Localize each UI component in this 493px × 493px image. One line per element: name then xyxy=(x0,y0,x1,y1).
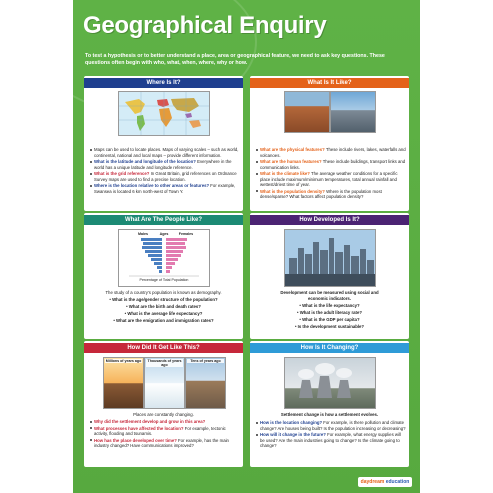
card-heading: How Is It Changing? xyxy=(300,345,359,351)
developed-questions xyxy=(256,303,403,331)
where-bullets xyxy=(90,147,240,195)
poster xyxy=(73,0,420,493)
list-item: What are the physical features? These include rivers, lakes, waterfalls and volcanoes. xyxy=(256,147,406,158)
pyramid-axis-label: Percentage of Total Population xyxy=(139,278,189,282)
list-item: • What is the average life expectancy? xyxy=(124,311,203,316)
glacier-image xyxy=(144,357,185,409)
list-item: Where is the location relative to other areas or features? For example, Swansea is located 6 km north-west of Town Y. xyxy=(90,183,240,194)
list-item: • What are the emigration and immigration rates? xyxy=(113,318,214,323)
list-item: • Is the development sustainable? xyxy=(294,324,365,329)
skyline-photo xyxy=(284,229,376,287)
population-pyramid xyxy=(118,229,210,287)
card-changing xyxy=(250,341,409,467)
image-label: Thousands of years ago xyxy=(147,359,182,367)
card-what-is-it-like xyxy=(250,76,409,211)
list-item: What are the human features? These include buildings, transport links and communication links. xyxy=(256,159,406,170)
list-item: • What is the life expectancy? xyxy=(299,303,360,308)
page-title: Geographical Enquiry xyxy=(83,12,327,39)
volcano-image xyxy=(103,357,144,409)
card-got-like-this xyxy=(84,341,243,467)
people-lead: The study of a country's population is known as demography. xyxy=(105,290,222,295)
pyramid-males-label: Males xyxy=(138,232,148,236)
list-item: • What is the GDP per capita? xyxy=(299,317,360,322)
changing-bullets xyxy=(256,420,406,450)
what-like-bullets xyxy=(256,147,406,201)
card-heading-bar xyxy=(84,215,243,225)
city-photo xyxy=(330,91,376,133)
card-heading-bar xyxy=(84,343,243,353)
changing-lead: Settlement change is how a settlement evolves. xyxy=(280,412,379,417)
list-item: What is the population density? Where is the population most dense/sparse? What factors affect population density? xyxy=(256,189,406,200)
world-map-image xyxy=(118,91,210,136)
card-heading: How Did It Get Like This? xyxy=(127,345,200,351)
publisher-logo xyxy=(358,477,412,487)
list-item: What processes have affected the location? For example, tectonic activity, flooding and tsunamis. xyxy=(90,426,240,437)
image-label: Tens of years ago xyxy=(187,359,224,363)
power-station-photo xyxy=(284,357,376,409)
list-item: Why did the settlement develop and grow in this area? xyxy=(90,419,240,425)
list-item: What is the grid reference? In Great Britain, grid references on Ordnance Survey maps are used to find a precise location. xyxy=(90,171,240,182)
card-heading-bar xyxy=(250,215,409,225)
list-item: How will it change in the future? For example, what energy supplies will be used? Are the main industries going to change? Is the climate going to change? xyxy=(256,432,406,449)
card-heading: What Is It Like? xyxy=(307,80,352,86)
pyramid-females-label: Females xyxy=(178,232,194,236)
list-item: Maps can be used to locate places. Maps of varying scales – such as world, continental, national and local maps – provide different information. xyxy=(90,147,240,158)
card-heading-bar xyxy=(250,343,409,353)
town-image xyxy=(185,357,226,409)
card-developed xyxy=(250,213,409,339)
list-item: How has the place developed over time? For example, has the main industry changed? Have communications improved? xyxy=(90,438,240,449)
card-people xyxy=(84,213,243,339)
list-item: • What is the age/gender structure of the population? xyxy=(109,297,218,302)
world-map-icon xyxy=(119,92,209,135)
card-heading: What Are The People Like? xyxy=(124,217,203,223)
got-like-lead: Places are constantly changing. xyxy=(133,412,194,417)
list-item: • What are the birth and death rates? xyxy=(126,304,201,309)
city-skyline-icon xyxy=(285,230,375,286)
card-heading: Where Is It? xyxy=(146,80,181,86)
card-heading-bar xyxy=(84,78,243,88)
list-item: • What is the adult literacy rate? xyxy=(296,310,363,315)
list-item: What is the latitude and longitude of the location? Everywhere in the world has a unique latitude and longitude reference. xyxy=(90,159,240,170)
list-item: What is the climate like? The average weather conditions for a specific place include maximum/minimum temperatures, total annual rainfall and wettest/driest time of year. xyxy=(256,171,406,188)
developed-lead: Development can be measured using social and economic indicators. xyxy=(280,290,379,301)
logo-sub: education xyxy=(385,479,410,485)
canyon-photo xyxy=(284,91,330,133)
cooling-towers-icon xyxy=(285,358,375,408)
card-where-is-it xyxy=(84,76,243,211)
list-item: How is the location changing? For example, is there pollution and climate change? Are houses being built? Is the population increasing or decreasing? xyxy=(256,420,406,431)
got-like-bullets xyxy=(90,419,240,450)
pyramid-ages-label: Ages xyxy=(159,232,169,236)
card-heading: How Developed Is It? xyxy=(299,217,360,223)
logo-brand: daydream xyxy=(360,479,385,485)
image-label: Millions of years ago xyxy=(105,359,142,363)
people-questions xyxy=(90,297,237,325)
card-heading-bar xyxy=(250,78,409,88)
intro-text: To test a hypothesis or to better understand a place, area or geographical feature, we need to ask key questions. These questions often begin with who, what, when, where, why or how. xyxy=(85,53,385,66)
